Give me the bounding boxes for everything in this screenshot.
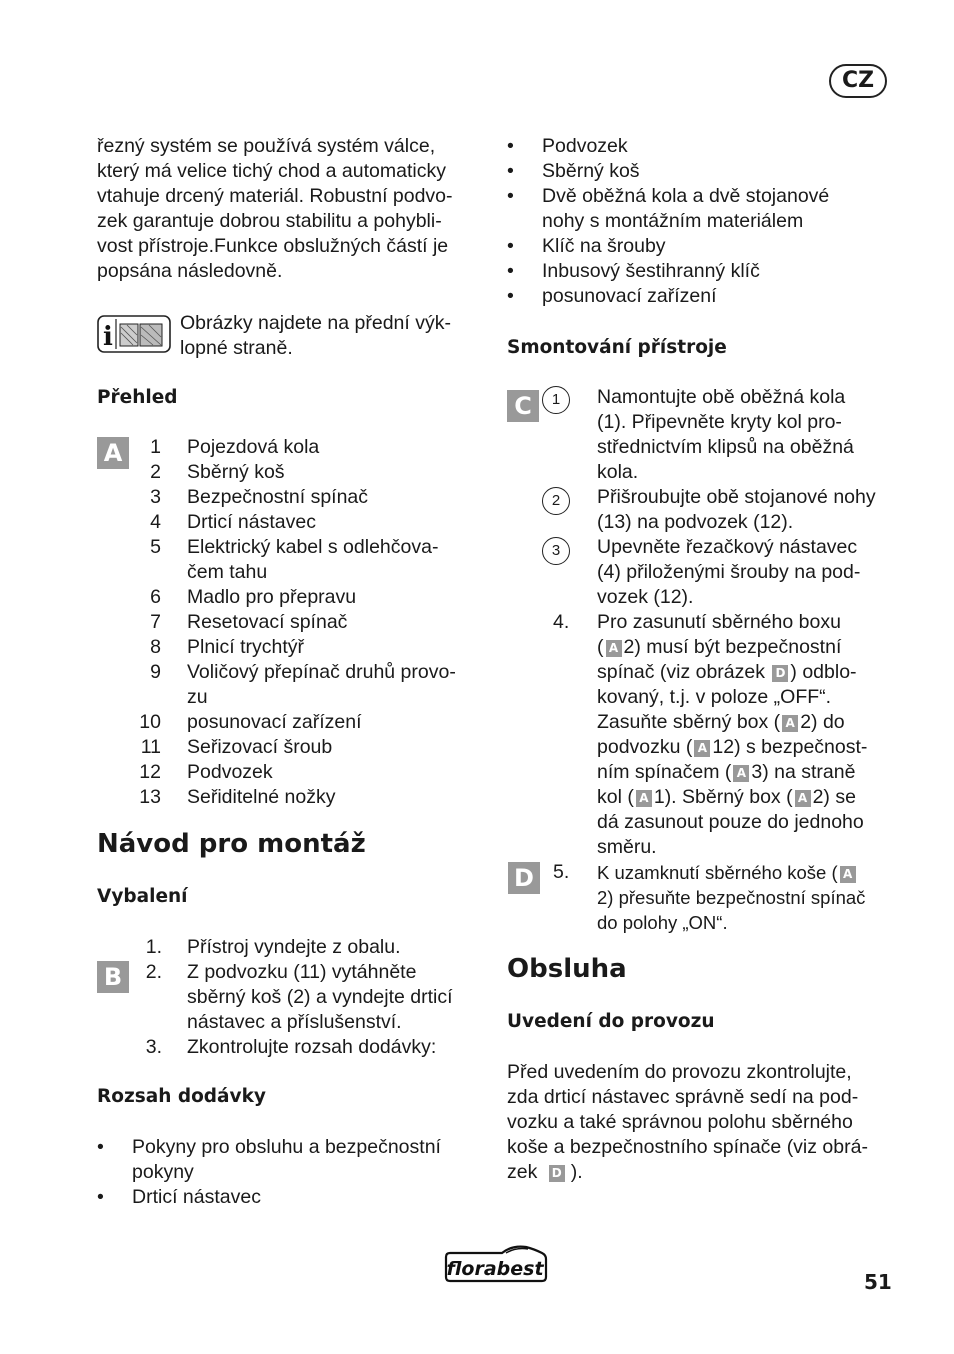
step-number-circle: 3 [542,537,570,565]
step-number-circle: 2 [542,487,570,515]
start-up-heading: Uvedení do provozu [507,1011,715,1032]
page-number: 51 [864,1270,892,1294]
figure-a-marker: A [97,437,129,469]
step-text: (1). Připevněte kryty kol pro- [597,411,842,433]
step-text: do polohy „ON“. [597,912,728,933]
assembly-heading: Smontování přístroje [507,337,727,358]
step-text: Upevněte řezačkový nástavec [597,536,858,558]
step-number: 5. [553,861,570,883]
figure-d-ref: D [772,665,788,682]
step-text: (4) přiloženými šrouby na pod- [597,561,861,583]
step-text: podvozku ( A 12) s bezpečnost- [597,736,868,758]
figure-a-ref: A [606,640,622,657]
overview-heading: Přehled [97,387,178,408]
step-text: K uzamknutí sběrného koše ( A [597,860,858,885]
figure-a-ref: A [795,790,811,807]
start-up-paragraph: Před uvedením do provozu zkontrolujte, zda drticí nástavec správně sedí na pod- vozku a také správnou polohu sběrného koše a bezpečnostního spínače (viz obrá- zek D ). [507,1061,868,1183]
florabest-logo [442,1243,548,1285]
language-badge-label: CZ [841,68,875,93]
step-text: vozek (12). [597,586,694,608]
figure-b-marker: B [97,961,129,993]
step-text: kol ( A 1). Sběrný box ( A 2) se [597,786,856,808]
step-text: kola. [597,461,639,483]
unpacking-heading: Vybalení [97,886,188,907]
step-text: Zasuňte sběrný box ( A 2) do [597,711,845,733]
operation-heading: Obsluha [507,954,627,984]
intro-paragraph: řezný systém se používá systém válce, který má velice tichý chod a automaticky vtahuje drcený materiál. Robustní podvo- zek garantuje dobrou stabilitu a pohybli- vost přístroje.Funkce obslužných částí je popsána následovně. [97,135,453,282]
figure-d-ref: D [549,1165,565,1182]
figure-a-ref: A [733,765,749,782]
step-text: kovaný, t.j. v poloze „OFF“. [597,686,832,708]
figure-a-ref: A [782,715,798,732]
delivery-scope-heading: Rozsah dodávky [97,1086,266,1107]
figure-c-marker: C [507,390,539,422]
figure-a-ref: A [636,790,652,807]
step-text: střednictvím klipsů na oběžná [597,436,854,458]
step-text: spínač (viz obrázek D ) odblo- [597,661,857,683]
step-text: Namontujte obě oběžná kola [597,386,846,408]
step-number: 4. [553,611,570,633]
figure-a-ref: A [694,740,710,757]
step-text: směru. [597,836,657,858]
svg-text:i: i [103,322,113,352]
assembly-instructions-heading: Návod pro montáž [97,829,366,859]
step-text: 2) přesuňte bezpečnostní spínač [597,887,866,908]
step-number-circle: 1 [542,386,570,414]
step-text: ním spínačem ( A 3) na straně [597,761,856,783]
info-note: Obrázky najdete na přední výk- lopné straně. [180,312,451,359]
step-text: ( A 2) musí být bezpečnostní [597,636,842,658]
figure-a-ref: A [840,866,856,883]
step-text: Pro zasunutí sběrného boxu [597,611,841,633]
info-book-icon [97,315,171,353]
step-text: dá zasunout pouze do jednoho [597,811,864,833]
figure-d-marker: D [508,862,540,894]
step-text: Přišroubujte obě stojanové nohy [597,486,876,508]
step-text: (13) na podvozek (12). [597,511,794,533]
language-badge [829,64,887,98]
logo-text: florabest [446,1258,544,1280]
